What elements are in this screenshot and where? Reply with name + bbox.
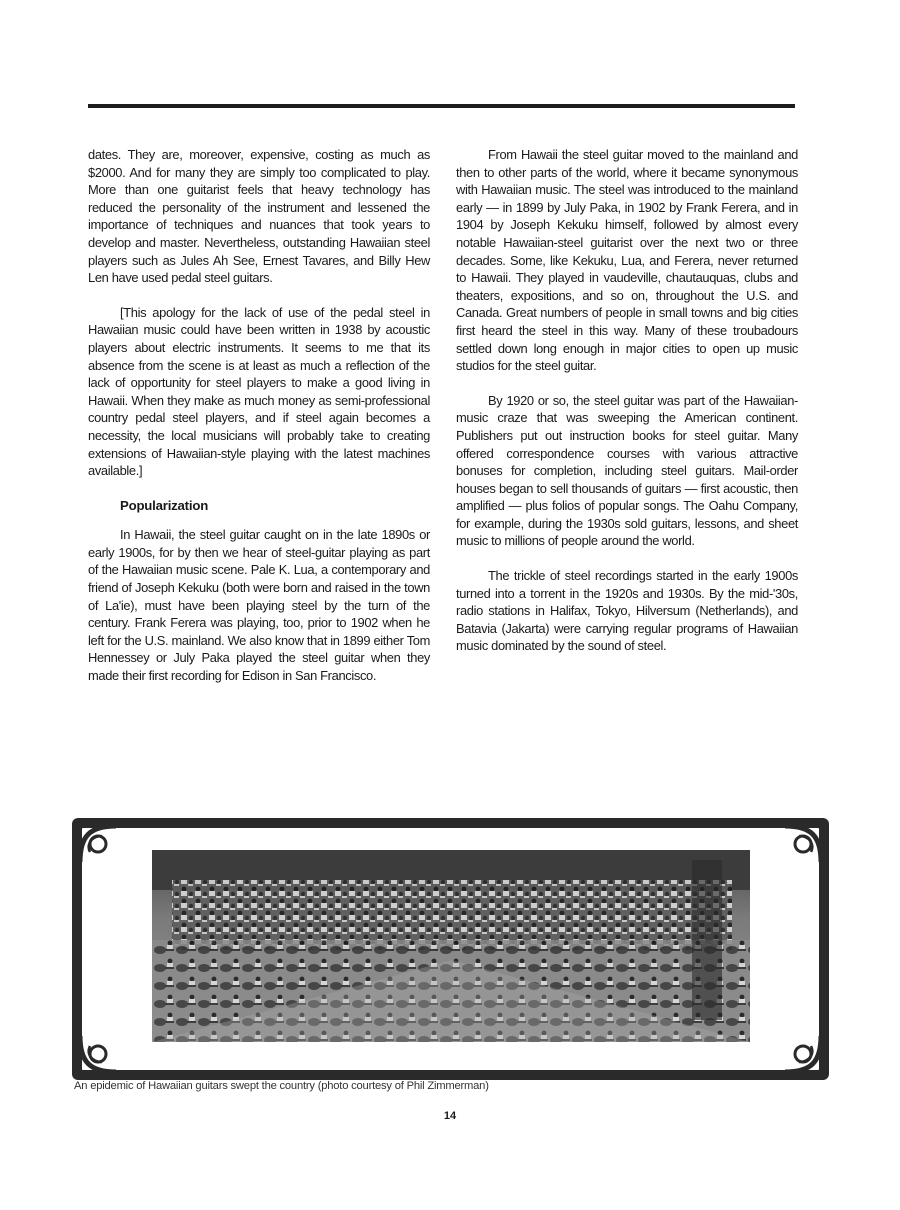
photo-frame bbox=[72, 818, 829, 1080]
left-paragraph-3: In Hawaii, the steel guitar caught on in the late 1890s or early 1900s, for by then we hear of steel-guitar playing as part of the Hawaiian music scene. Pale K. Lua, a contemporary and friend of Joseph Kekuku (both were born and raised in the town of La'ie), must have been playing steel by the turn of the century. Frank Ferera was playing, too, prior to 1902 when he left for the U.S. mainland. We also know that in 1899 either Tom Hennessey or July Paka played the steel guitar when they made their first recording for Edison in San Francisco. bbox=[88, 527, 430, 684]
right-paragraph-1: From Hawaii the steel guitar moved to the mainland and then to other parts of the world, where it became synonymous with Hawaiian music. The steel was introduced to the mainland early — in 1899 by July Paka, in 1902 by Frank Ferera, and in 1904 by Joseph Kekuku himself, followed by almost every notable Hawaiian-steel guitarist over the next two or three decades. Some, like Kekuku, Lua, and Ferera, never returned to Hawaii. They played in vaudeville, chautauquas, clubs and theaters, expositions, and so on, throughout the U.S. and Canada. Great numbers of people in small towns and big cities first heard the steel in this way. Many of these troubadours settled down long enough in major cities to open up music studios for the steel guitar. bbox=[456, 147, 798, 374]
ornament-corner-icon bbox=[781, 822, 825, 866]
left-paragraph-1: dates. They are, moreover, expensive, costing as much as $2000. And for many they are simply too complicated to play. More than one guitarist feels that heavy technology has reduced the personality of the instrument and lessened the importance of techniques and nuances that took years to develop and master. Nevertheless, outstanding Hawaiian steel players such as Jules Ah See, Ernest Tavares, and Billy Hew Len have used pedal steel guitars. bbox=[88, 147, 430, 286]
left-paragraph-2: [This apology for the lack of use of the pedal steel in Hawaiian music could have been written in 1938 by acoustic players about electric instruments. It seems to me that its absence from the scene is at least as much a reflection of the lack of opportunity for steel players to make a good living in Hawaii. When they make as much money as semi-professional country pedal steel players, and if steel again becomes a necessity, the local musicians will probably take to creating extensions of Hawaiian-style playing with the latest machines available.] bbox=[88, 304, 430, 479]
header-rule bbox=[88, 104, 795, 108]
photo-image bbox=[152, 850, 750, 1042]
ornament-corner-icon bbox=[76, 1032, 120, 1076]
right-paragraph-2: By 1920 or so, the steel guitar was part of the Hawaiian-music craze that was sweeping the American continent. Publishers put out instruction books for steel guitar. Many offered correspondence courses with various attractive bonuses for completion, including steel guitars. Mail-order houses began to sell thousands of guitars — first acoustic, then amplified — plus folios of popular songs. The Oahu Company, for example, during the 1930s sold guitars, lessons, and sheet music to millions of people around the world. bbox=[456, 392, 798, 549]
section-heading: Popularization bbox=[120, 497, 209, 513]
figure-caption: An epidemic of Hawaiian guitars swept the country (photo courtesy of Phil Zimmerman) bbox=[74, 1080, 489, 1092]
ornament-corner-icon bbox=[76, 822, 120, 866]
ornament-corner-icon bbox=[781, 1032, 825, 1076]
right-column bbox=[456, 146, 798, 672]
group-photo bbox=[152, 850, 750, 1042]
page-number: 14 bbox=[443, 1110, 457, 1122]
right-paragraph-3: The trickle of steel recordings started in the early 1900s turned into a torrent in the 1920s and 1930s. By the mid-'30s, radio stations in Halifax, Tokyo, Hilversum (Netherlands), and Batavia (Jakarta) were carrying regular programs of Hawaiian music dominated by the sound of steel. bbox=[456, 568, 798, 654]
left-column bbox=[88, 146, 430, 702]
